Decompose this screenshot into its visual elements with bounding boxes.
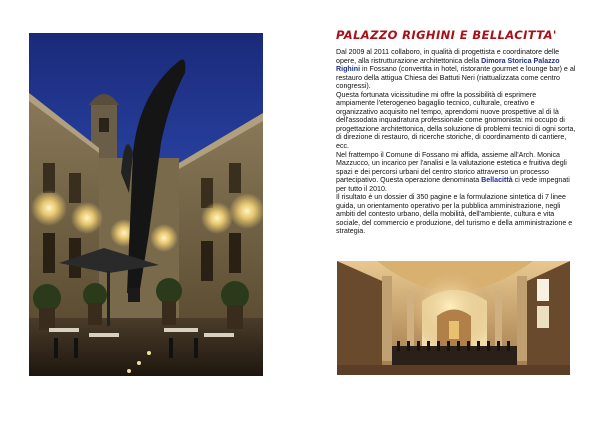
- paragraph-text: ci vede impegnati per tutto il 2010.: [336, 176, 570, 193]
- page-title: PALAZZO RIGHINI E BELLACITTA': [336, 28, 557, 42]
- highlight-palazzo-righini: Dimora Storica Palazzo Righini: [336, 56, 560, 74]
- paragraph-text: Nel frattempo il Comune di Fossano mi affida, assieme all'Arch. Monica Mazzucco, un incarico per l'analisi e la valutazione estetica e fruitiva degli spazi e dei percorsi urbani del centro storico attraverso un processo partecipativo. Questa operazione denominata: [336, 150, 567, 185]
- paragraph-opportunity: [336, 91, 576, 151]
- paragraph-bellacitta: [336, 151, 576, 194]
- courtyard-photo: [29, 33, 263, 376]
- body-text: [336, 48, 576, 236]
- paragraph-text: Questa fortunata vicissitudine mi offre la possibilità di esprimere ampiamente l'eterogeneo bagaglio tecnico, culturale, creativo e organizzativo acquisito nel tempo, aprendomi nuove prospettive al di là dell'assodata inquadratura professionale come gnomonista: mi occupo di progettazione architettonica, della soluzione di problemi tecnici di ogni sorta, di direzione di restauro, di ricerche storiche, di coordinamento di cantiere, ecc.: [336, 90, 576, 151]
- paragraph-text: Dal 2009 al 2011 collaboro, in qualità di progettista e coordinatore delle opere, alla ristrutturazione architettonica della: [336, 48, 560, 65]
- paragraph-text: Il risultato è un dossier di 350 pagine e la formulazione sintetica di 7 linee guida, un orientamento operativo per la pubblica amministrazione, negli ambiti del contesto urbano, della mobilità, dell'ambiente, cultura e vita sociale, del commercio e produzione, del turismo e della amministrazione e strategia.: [336, 193, 573, 236]
- paragraph-text: in Fossano (convertita in hotel, ristorante gourmet e lounge bar) e al restauro della attigua Chiesa dei Battuti Neri (riattualizzata come centro congressi).: [336, 65, 576, 91]
- church-interior-photo: [337, 261, 570, 375]
- paragraph-result: [336, 193, 576, 236]
- highlight-bellacitta: Bellacittà: [481, 176, 513, 185]
- paragraph-intro: [336, 48, 576, 91]
